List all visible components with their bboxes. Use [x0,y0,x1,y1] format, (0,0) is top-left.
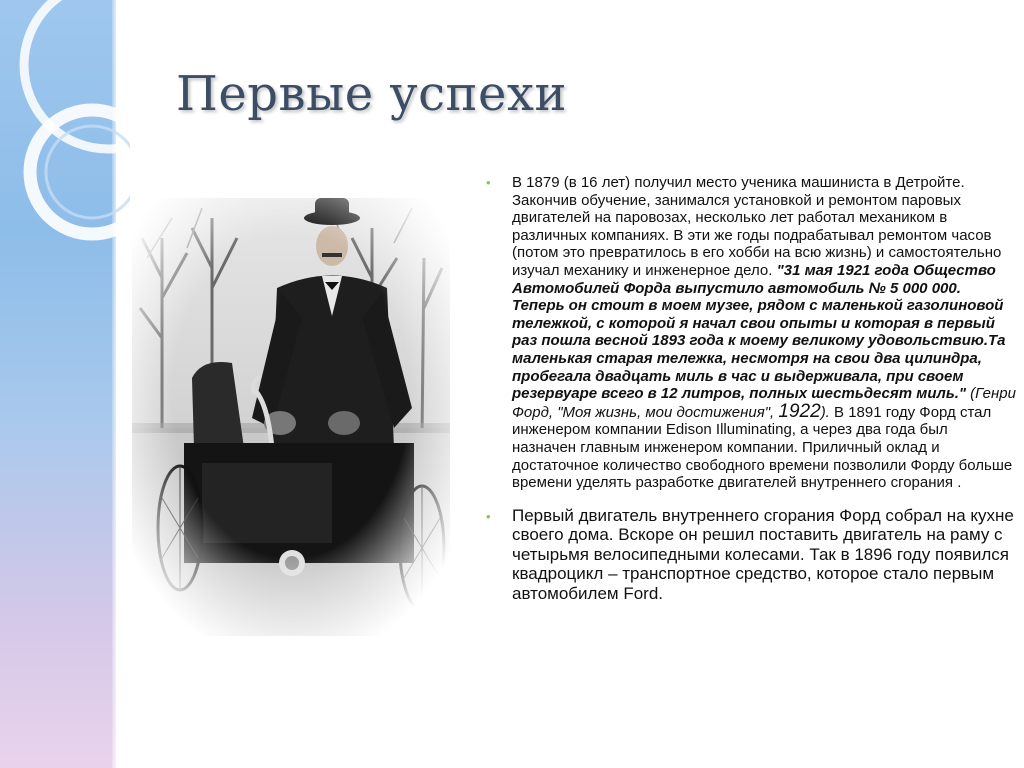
ford-quote: "31 мая 1921 года Общество Автомобилей Форда выпустило автомобиль № 5 000 000. Теперь он стоит в моем музее, рядом с маленькой газолиновой тележкой, с которой я начал свои опыты и которая в первый раз пошла весной 1893 года к моему великому удовольствию.Та маленькая старая тележка, несмотря на свои два цилиндра, пробегала двадцать миль в час и выдерживала, при своем резервуаре всего в 12 литров, полных шестьдесят миль." [512,261,1006,403]
decorative-rings [0,0,130,260]
bullet-item [486,174,1016,492]
bullet-text-intro: В 1879 (в 16 лет) получил место ученика машиниста в Детройте. Закончив обучение, занимался установкой и ремонтом паровых двигателей на паровозах, несколько лет работал механиком в различных компаниях. В эти же годы подрабатывал ремонтом часов (потом это превратилось в его хобби на всю жизнь) и самостоятельно изучал механику и инженерное дело. [512,174,1002,279]
bullet-text-rest: В 1891 году Форд стал инженером компании Edison Illuminating, а через два года был назначен главным инженером компании. Приличный оклад и достаточное количество свободного времени позволили Форду больше времени уделять разработке двигателей внутреннего сгорания . [512,403,1013,492]
bullet-marker-icon: • [486,175,491,190]
slide-content [486,174,1016,603]
bullet-text: Первый двигатель внутреннего сгорания Форд собрал на кухне своего дома. Вскоре он решил поставить двигатель на раму с четырьмя велосипедными колесами. Так в 1896 году появился квадроцикл – транспортное средство, которое стало первым автомобилем Ford. [512,505,1014,603]
ford-quadricycle-photo [132,198,450,636]
quote-year: 1922 [778,400,821,422]
slide-title: Первые успехи [176,66,567,122]
bullet-marker-icon: • [486,508,491,524]
bullet-item [486,506,1016,604]
quote-source: (Генри Форд, "Моя жизнь, мои достижения", [512,385,1016,421]
quote-source-end: ). [820,403,830,421]
